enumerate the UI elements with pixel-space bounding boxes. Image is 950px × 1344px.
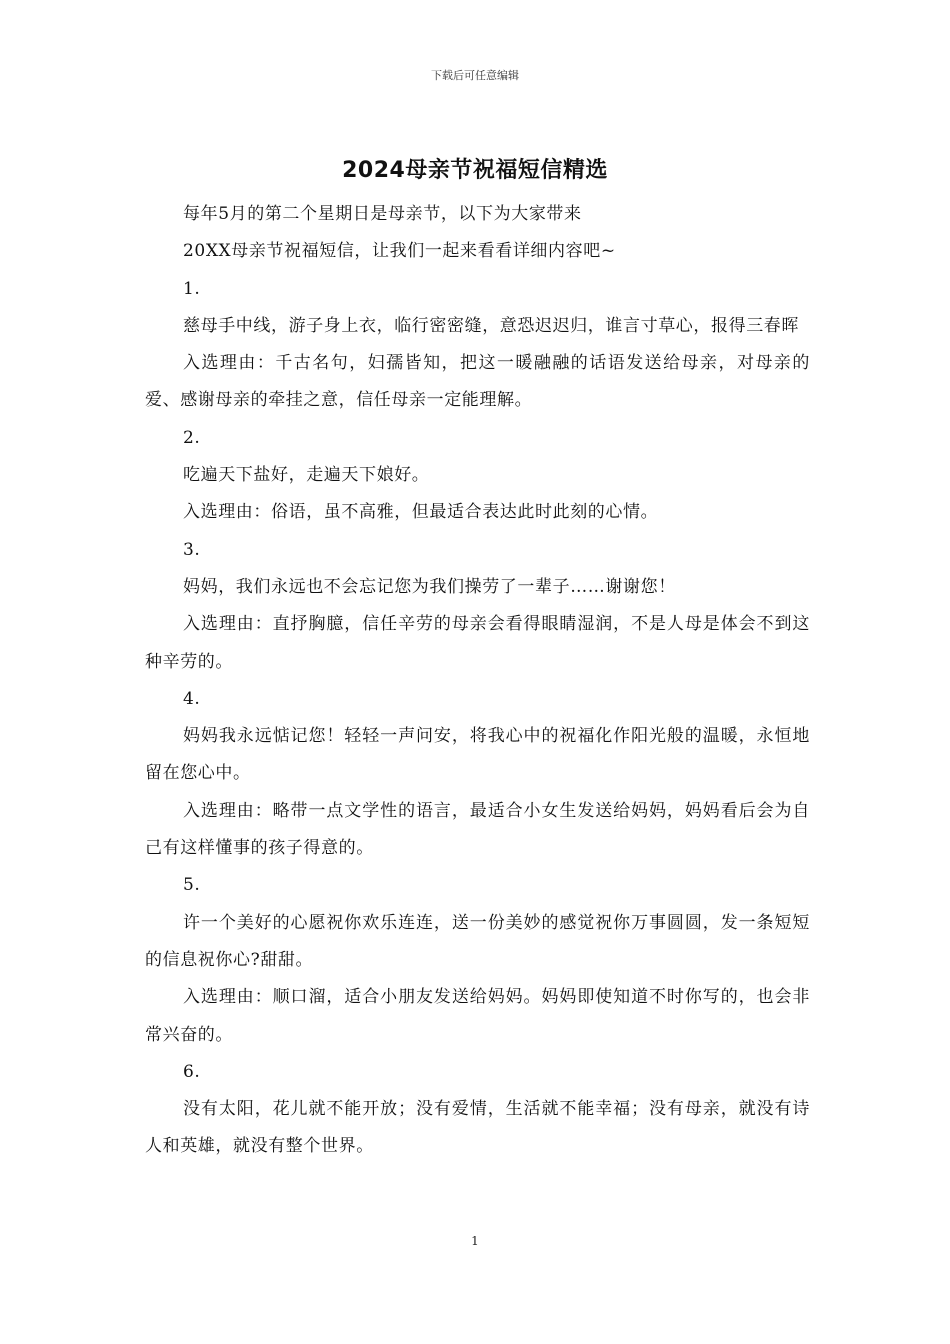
page-header-note: 下载后可任意编辑 — [431, 69, 519, 82]
item-number-2: 2. — [183, 427, 201, 448]
item-reason-3: 入选理由：直抒胸臆，信任辛劳的母亲会看得眼睛湿润，不是人母是体会不到这种辛劳的。 — [145, 614, 810, 672]
item-message-6: 没有太阳，花儿就不能开放；没有爱情，生活就不能幸福；没有母亲，就没有诗人和英雄，就没有整个世界。 — [145, 1099, 810, 1157]
document-body — [145, 196, 810, 1166]
item-number-6: 6. — [183, 1061, 201, 1082]
item-number-1: 1. — [183, 278, 201, 299]
paragraph-intro-1: 每年5月的第二个星期日是母亲节，以下为大家带来 — [183, 204, 582, 224]
item-reason-2: 入选理由：俗语，虽不高雅，但最适合表达此时此刻的心情。 — [183, 502, 659, 523]
document-title: 2024母亲节祝福短信精选 — [342, 158, 608, 183]
item-message-5: 许一个美好的心愿祝你欢乐连连，送一份美妙的感觉祝你万事圆圆，发一条短短的信息祝你心?甜甜。 — [145, 912, 810, 970]
item-number-4: 4. — [183, 688, 201, 709]
item-message-4: 妈妈我永远惦记您！轻轻一声问安，将我心中的祝福化作阳光般的温暖，永恒地留在您心中。 — [145, 726, 810, 784]
item-message-3: 妈妈，我们永远也不会忘记您为我们操劳了一辈子……谢谢您！ — [183, 576, 676, 597]
item-reason-4: 入选理由：略带一点文学性的语言，最适合小女生发送给妈妈，妈妈看后会为自己有这样懂事的孩子得意的。 — [145, 800, 810, 859]
item-message-1: 慈母手中线，游子身上衣，临行密密缝，意恐迟迟归，谁言寸草心，报得三春晖 — [183, 315, 799, 336]
item-reason-1: 入选理由：千古名句，妇孺皆知，把这一暖融融的话语发送给母亲，对母亲的爱、感谢母亲的牵挂之意，信任母亲一定能理解。 — [145, 353, 810, 411]
item-reason-5: 入选理由：顺口溜，适合小朋友发送给妈妈。妈妈即使知道不时你写的，也会非常兴奋的。 — [145, 987, 810, 1045]
page-number: 1 — [471, 1234, 479, 1248]
paragraph-intro-2: 20XX母亲节祝福短信，让我们一起来看看详细内容吧~ — [183, 241, 616, 262]
item-number-3: 3. — [183, 539, 201, 560]
item-message-2: 吃遍天下盐好，走遍天下娘好。 — [183, 465, 430, 486]
item-number-5: 5. — [183, 875, 201, 896]
